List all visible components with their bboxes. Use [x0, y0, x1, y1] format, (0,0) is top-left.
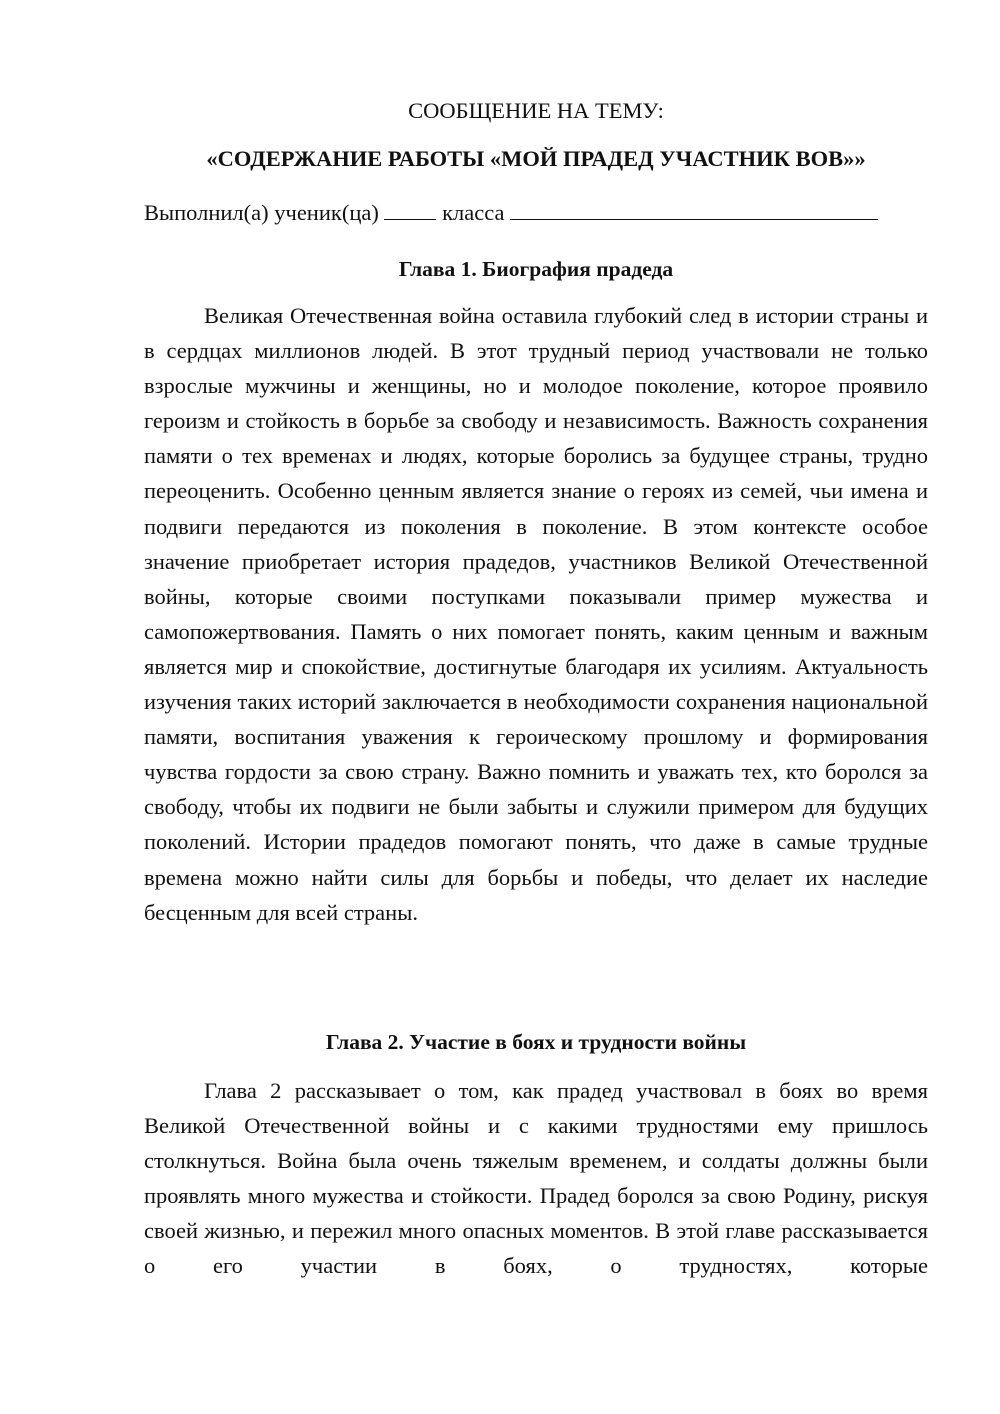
author-line	[144, 198, 928, 228]
class-number-blank	[384, 199, 436, 220]
document-subtitle: «СОДЕРЖАНИЕ РАБОТЫ «МОЙ ПРАДЕД УЧАСТНИК ВОВ»»	[206, 146, 866, 171]
class-label: класса	[442, 200, 505, 225]
chapter-2-paragraph: Глава 2 рассказывает о том, как прадед участвовал в боях во время Великой Отечественной войны и с какими трудностями ему пришлось столкнуться. Война была очень тяжелым временем, и солдаты должны были проявлять много мужества и стойкости. Прадед боролся за свою Родину, рискуя своей жизнью, и пережил много опасных моментов. В этой главе рассказывается о его участии в боях, о трудностях, которые	[144, 1078, 928, 1279]
chapter-2-title: Глава 2. Участие в боях и трудности войны	[325, 1030, 747, 1054]
chapter-1-paragraph: Великая Отечественная война оставила глубокий след в истории страны и в сердцах миллионов людей. В этот трудный период участвовали не только взрослые мужчины и женщины, но и молодое поколение, которое проявило героизм и стойкость в борьбе за свободу и независимость. Важность сохранения памяти о тех временах и людях, которые боролись за будущее страны, трудно переоценить. Особенно ценным является знание о героях из семей, чьи имена и подвиги передаются из поколения в поколение. В этом контексте особое значение приобретает история прадедов, участников Великой Отечественной войны, которые своими поступками показывали пример мужества и самопожертвования. Память о них помогает понять, каким ценным и важным является мир и спокойствие, достигнутые благодаря их усилиям. Актуальность изучения таких историй заключается в необходимости сохранения национальной памяти, воспитания уважения к героическому прошлому и формирования чувства гордости за свою страну. Важно помнить и уважать тех, кто боролся за свободу, чтобы их подвиги не были забыты и служили примером для будущих поколений. Истории прадедов помогают понять, что даже в самые трудные времена можно найти силы для борьбы и победы, что делает их наследие бесценным для всей страны.	[144, 303, 928, 925]
student-name-blank	[510, 199, 878, 220]
document-title: СООБЩЕНИЕ НА ТЕМУ:	[408, 98, 664, 123]
performed-by-label: Выполнил(а) ученик(ца)	[144, 200, 379, 225]
chapter-1-title: Глава 1. Биография прадеда	[398, 257, 674, 281]
